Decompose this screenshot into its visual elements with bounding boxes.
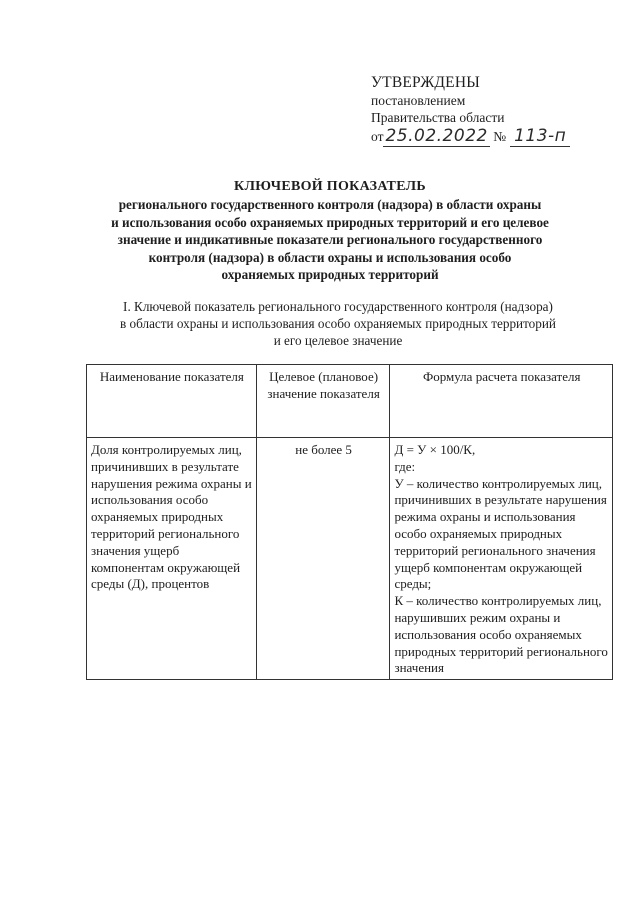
document-title: [90, 178, 570, 284]
title-line-1: регионального государственного контроля (надзора) в области охраны: [118, 197, 542, 212]
cell-indicator-name: Доля контролируемых лиц, причинивших в результате нарушения режима охраны и использования особо охраняемых природных территорий регионального значения ущерб компонентам окружающей среды (Д), процентов: [87, 438, 257, 680]
header-formula: Формула расчета показателя: [390, 365, 613, 438]
date-prefix: от: [371, 129, 384, 144]
title-main: КЛЮЧЕВОЙ ПОКАЗАТЕЛЬ: [234, 179, 426, 194]
handwritten-date: 25.02.2022: [385, 126, 488, 146]
section-line-3: и его целевое значение: [273, 333, 403, 348]
title-line-5: охраняемых природных территорий: [221, 267, 439, 282]
formula-where: где:: [394, 458, 416, 474]
approval-date-line: [371, 127, 611, 146]
approval-block: [371, 73, 611, 146]
header-indicator-name: Наименование показателя: [87, 365, 257, 438]
table-row: [87, 438, 613, 680]
formula-expression: Д = У × 100/К,: [394, 442, 476, 457]
title-line-2: и использования особо охраняемых природных территорий и его целевое: [111, 214, 549, 230]
title-line-3: значение и индикативные показатели регионального государственного: [117, 232, 543, 247]
cell-formula: [390, 438, 613, 680]
indicator-table: [86, 364, 613, 680]
cell-target-value: не более 5: [256, 438, 390, 680]
formula-definition-k: К – количество контролируемых лиц, нарушивших режим охраны и использования особо охраняемых природных территорий регионального значения: [394, 593, 608, 676]
formula-definition-u: У – количество контролируемых лиц, причинивших в результате нарушения режима охраны и использования особо охраняемых природных территорий регионального значения ущерб компонентам окружающей среды;: [394, 475, 607, 592]
number-label: №: [493, 129, 507, 144]
table-header-row: [87, 365, 613, 438]
section-line-2: в области охраны и использования особо охраняемых природных территорий: [119, 316, 556, 331]
approval-line-resolution: постановлением: [371, 93, 466, 108]
header-target-value: Целевое (плановое) значение показателя: [256, 365, 390, 438]
section-line-1: I. Ключевой показатель регионального государственного контроля (надзора): [123, 299, 553, 314]
approval-line-government: Правительства области: [371, 110, 505, 125]
handwritten-number: 113-п: [510, 126, 570, 147]
title-line-4: контроля (надзора) в области охраны и использования особо: [148, 249, 512, 265]
section-heading: [78, 298, 598, 349]
approval-heading: УТВЕРЖДЕНЫ: [371, 74, 480, 91]
